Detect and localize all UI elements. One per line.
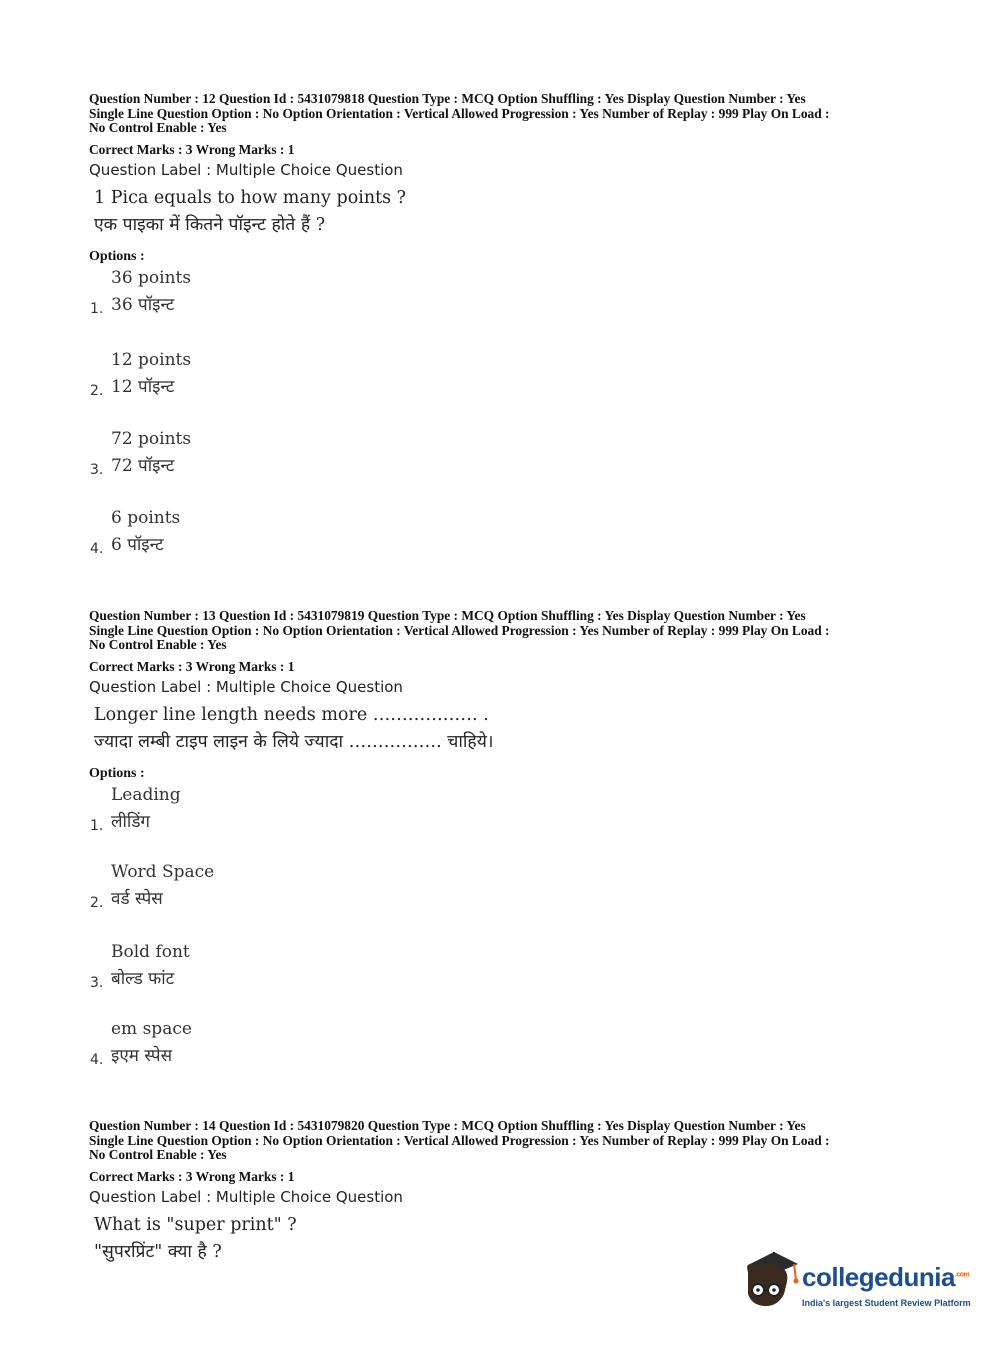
option-number: 4. [90, 1051, 104, 1068]
option-1 [89, 265, 919, 347]
question-text [89, 702, 919, 756]
question-text-english: What is "super print" ? [94, 1214, 297, 1235]
option-number: 3. [90, 461, 104, 478]
question-label: Question Label : Multiple Choice Question [89, 160, 403, 179]
question-marks: Correct Marks : 3 Wrong Marks : 1 [89, 1168, 295, 1184]
question-text-english: 1 Pica equals to how many points ? [94, 187, 407, 208]
question-text-hindi: "सुपरप्रिंट" क्या है ? [94, 1241, 222, 1262]
options-heading: Options : [89, 248, 145, 264]
question-meta-line: Question Number : 13 Question Id : 5431079819 Question Type : MCQ Option Shuffling : Yes Display Question Number : Yes [89, 608, 806, 623]
question-meta-line: Single Line Question Option : No Option Orientation : Vertical Allowed Progression : Yes Number of Replay : 999 Play On Load : [89, 622, 830, 638]
question-meta-line: Single Line Question Option : No Option Orientation : Vertical Allowed Progression : Yes Number of Replay : 999 Play On Load : [89, 1132, 830, 1148]
question-meta-line: No Control Enable : Yes [89, 120, 227, 136]
question-marks: Correct Marks : 3 Wrong Marks : 1 [89, 141, 295, 157]
question-12 [89, 92, 919, 565]
question-meta-line: No Control Enable : Yes [89, 637, 227, 653]
option-text-hindi: 12 पॉइन्ट [111, 376, 175, 397]
option-number: 2. [90, 382, 104, 399]
question-label: Question Label : Multiple Choice Question [89, 1187, 403, 1206]
mascot-icon [740, 1250, 800, 1312]
option-2 [89, 347, 919, 426]
option-number: 1. [90, 300, 104, 317]
question-text-hindi: ज्यादा लम्बी टाइप लाइन के लिये ज्यादा ……………. चाहिये। [94, 731, 494, 752]
option-text-english: Word Space [111, 861, 215, 882]
question-13 [89, 609, 919, 1076]
option-number: 1. [90, 817, 104, 834]
option-number: 2. [90, 894, 104, 911]
option-text-english: Leading [111, 784, 181, 805]
question-text-hindi: एक पाइका में कितने पॉइन्ट होते हैं ? [94, 214, 326, 235]
question-14 [89, 1119, 919, 1266]
question-meta-line: Question Number : 12 Question Id : 5431079818 Question Type : MCQ Option Shuffling : Yes Display Question Number : Yes [89, 91, 806, 106]
option-text-hindi: लीडिंग [111, 811, 150, 832]
brand-name: collegedunia$^{.com}$ [802, 1262, 970, 1292]
question-label: Question Label : Multiple Choice Question [89, 677, 403, 696]
question-marks: Correct Marks : 3 Wrong Marks : 1 [89, 658, 295, 674]
question-text-english: Longer line length needs more ……………… . [94, 704, 489, 725]
collegedunia-logo [740, 1250, 972, 1320]
option-4 [89, 1016, 919, 1076]
option-text-hindi: 72 पॉइन्ट [111, 455, 175, 476]
option-text-hindi: 36 पॉइन्ट [111, 294, 175, 315]
question-meta-line: Single Line Question Option : No Option Orientation : Vertical Allowed Progression : Yes Number of Replay : 999 Play On Load : [89, 105, 830, 121]
brand-tagline: India's largest Student Review Platform [802, 1298, 971, 1308]
option-number: 4. [90, 540, 104, 557]
option-text-hindi: वर्ड स्पेस [111, 888, 163, 909]
option-4 [89, 505, 919, 565]
option-text-english: 36 points [111, 267, 192, 288]
option-text-english: 12 points [111, 349, 192, 370]
option-text-english: em space [111, 1018, 192, 1039]
option-1 [89, 782, 919, 859]
option-3 [89, 939, 919, 1016]
option-number: 3. [90, 974, 104, 991]
option-3 [89, 426, 919, 505]
options-heading: Options : [89, 765, 145, 781]
question-meta-line: No Control Enable : Yes [89, 1147, 227, 1163]
option-text-english: 72 points [111, 428, 192, 449]
option-2 [89, 859, 919, 939]
option-text-hindi: बोल्ड फांट [111, 968, 175, 989]
option-text-english: Bold font [111, 941, 190, 962]
option-text-hindi: 6 पॉइन्ट [111, 534, 164, 555]
question-text [89, 185, 919, 239]
question-meta-line: Question Number : 14 Question Id : 5431079820 Question Type : MCQ Option Shuffling : Yes Display Question Number : Yes [89, 1118, 806, 1133]
option-text-hindi: इएम स्पेस [111, 1045, 173, 1066]
option-text-english: 6 points [111, 507, 181, 528]
